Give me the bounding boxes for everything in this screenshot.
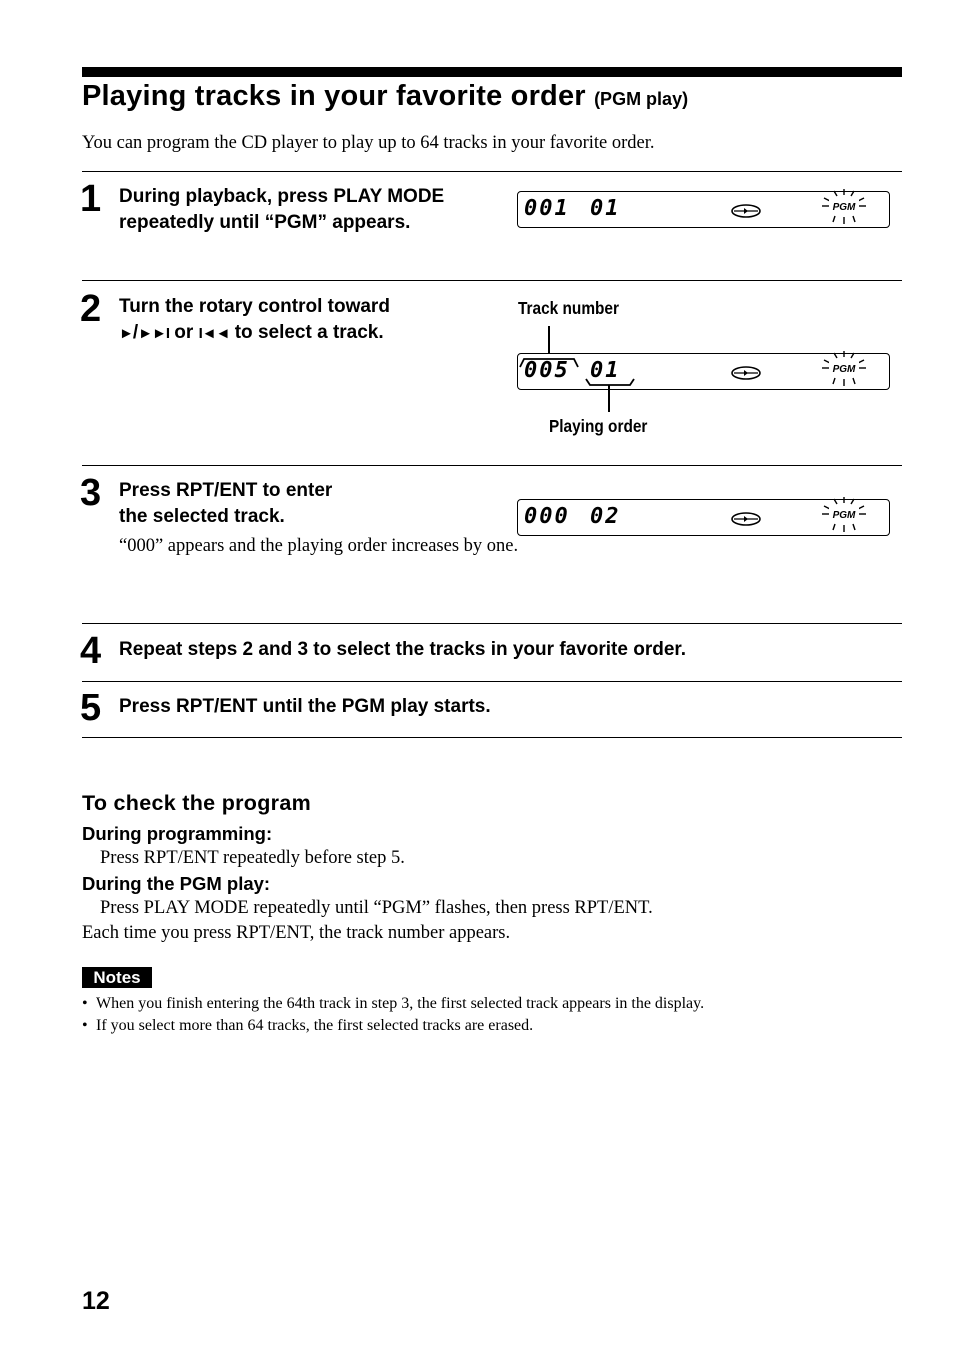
lcd-playing-order: 01 [590, 196, 621, 221]
step-3-description: “000” appears and the playing order increases by one. [119, 536, 519, 556]
bullet: • [82, 995, 88, 1012]
paragraph: Press PLAY MODE repeatedly until “PGM” flashes, then press RPT/ENT. [100, 898, 653, 918]
step-number: 5 [80, 687, 102, 729]
step-3-instruction [119, 478, 332, 530]
step-2-line: ►/►►I or I◄◄ to select a track. [119, 322, 384, 343]
step-2-instruction [119, 294, 390, 347]
divider [82, 171, 902, 172]
step-number: 3 [80, 472, 102, 514]
pgm-badge: PGM [832, 510, 856, 521]
step-4-instruction: Repeat steps 2 and 3 to select the tracks in your favorite order. [119, 639, 687, 660]
divider [82, 681, 902, 682]
next-track-icon: ►►I [138, 325, 170, 342]
lcd-display [517, 191, 890, 228]
lcd-track-number: 005 [524, 358, 570, 383]
step-1-line: During playback, press PLAY MODE [119, 186, 445, 207]
step-5-instruction: Press RPT/ENT until the PGM play starts. [119, 696, 491, 717]
divider [82, 465, 902, 466]
pgm-badge: PGM [832, 364, 856, 375]
subheading: During the PGM play: [82, 873, 271, 894]
pgm-flash-icon [818, 188, 870, 226]
lcd-track-number: 000 [524, 504, 570, 529]
intro-text: You can program the CD player to play up to 64 tracks in your favorite order. [82, 133, 655, 153]
page-title-main: Playing tracks in your favorite order [82, 80, 586, 112]
lcd-display [517, 499, 890, 536]
disc-icon [730, 204, 762, 218]
paragraph: Each time you press RPT/ENT, the track number appears. [82, 923, 511, 943]
divider [82, 737, 902, 738]
step-1-instruction [119, 184, 444, 236]
note-item: • When you finish entering the 64th track in step 3, the first selected track appears in the display. [82, 995, 705, 1012]
step-number: 4 [80, 630, 102, 672]
previous-track-icon: I◄◄ [198, 325, 230, 342]
step-3-line: Press RPT/ENT to enter [119, 480, 333, 501]
playing-order-label: Playing order [549, 416, 648, 436]
lcd-track-number: 001 [524, 196, 570, 221]
note-item: • If you select more than 64 tracks, the first selected tracks are erased. [82, 1017, 534, 1034]
play-icon: ► [119, 325, 133, 342]
step-2-line: Turn the rotary control toward [119, 296, 390, 317]
pgm-flash-icon [818, 350, 870, 388]
lcd-playing-order: 02 [590, 504, 621, 529]
paragraph: Press RPT/ENT repeatedly before step 5. [100, 848, 405, 868]
disc-icon [730, 366, 762, 380]
page-title-subtitle: (PGM play) [594, 89, 689, 109]
notes-label: Notes [82, 967, 152, 988]
step-1-line: repeatedly until “PGM” appears. [119, 212, 411, 233]
pgm-badge: PGM [832, 202, 856, 213]
lcd-playing-order: 01 [590, 358, 621, 383]
page-title [82, 80, 688, 113]
step-number: 2 [80, 288, 102, 330]
step-3-line: the selected track. [119, 506, 285, 527]
divider [82, 280, 902, 281]
track-number-label: Track number [518, 298, 620, 318]
disc-icon [730, 512, 762, 526]
divider [82, 623, 902, 624]
bullet: • [82, 1017, 88, 1034]
subheading: During programming: [82, 823, 273, 844]
pgm-flash-icon [818, 496, 870, 534]
header-rule [82, 67, 902, 77]
section-heading: To check the program [82, 791, 312, 815]
step-number: 1 [80, 178, 102, 220]
callout-brackets [518, 355, 638, 415]
page-number: 12 [82, 1287, 110, 1315]
